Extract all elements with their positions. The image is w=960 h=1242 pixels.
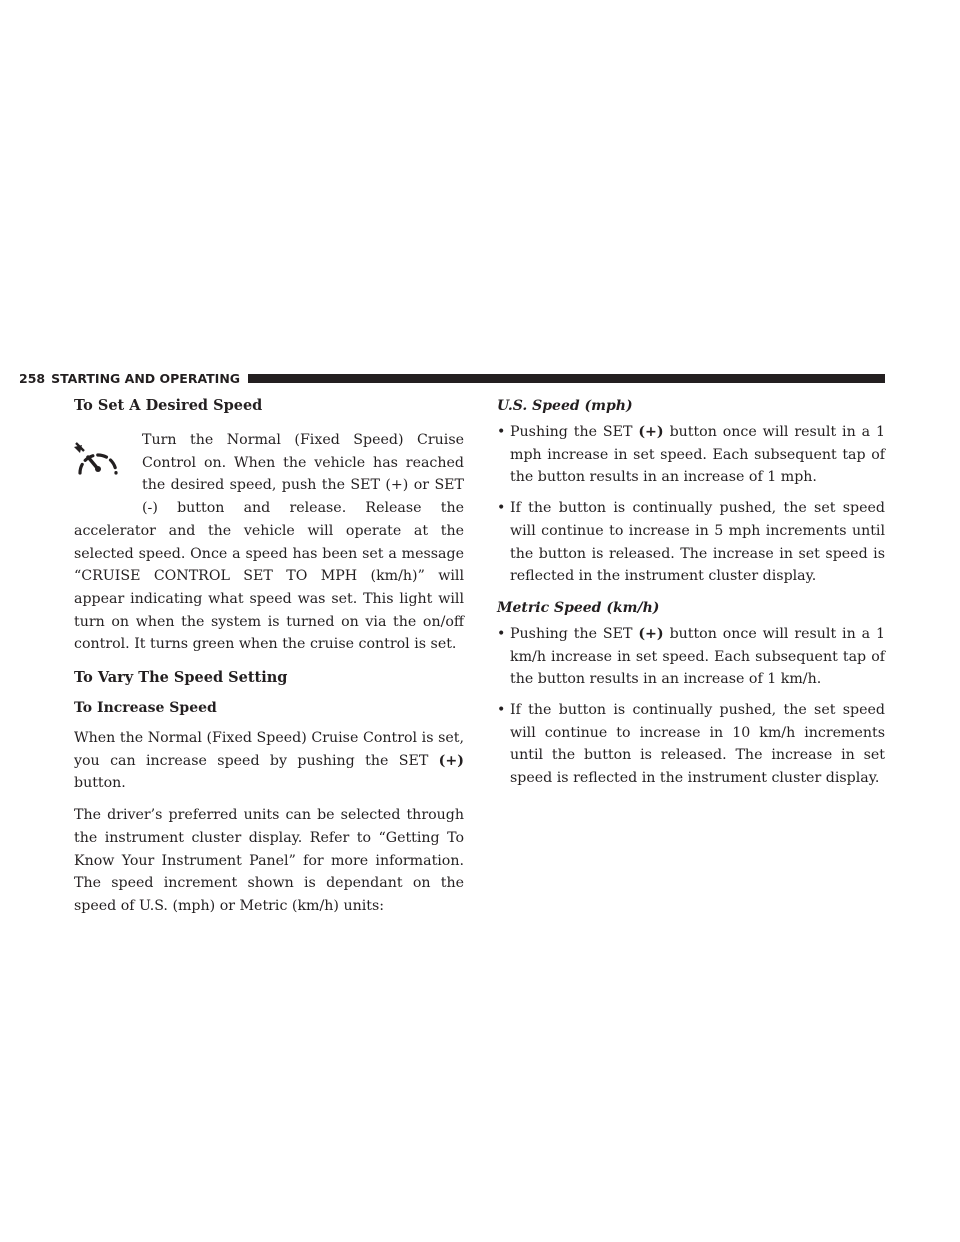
increase-text-b: button. [74,775,126,792]
list-item-text: If the button is continually pushed, the set speed will continue to increase in 5 mph increments until the button is released. The increase in set speed is reflected in the instrument cluster display. [510,500,885,585]
bullet: • [497,500,506,517]
list-item-text: Pushing the SET [510,424,633,440]
list-item [497,497,885,588]
heading-us-speed: U.S. Speed (mph) [497,398,633,414]
speedometer-icon [72,439,124,483]
list-item [497,699,885,790]
list-item [497,421,885,489]
set-speed-paragraph: Turn the Normal (Fixed Speed) Cruise Control on. When the vehicle has reached the desired speed, push the SET (+) or SET (-) button and release. Release the accelerator and the vehicle will operate at the selected speed. Once a speed has been set a message “CRUISE CONTROL SET TO MPH (km/h)” will appear indicating what speed was set. This light will turn on when the system is turned on via the on/off control. It turns green when the cruise control is set. [74,432,464,653]
bullet: • [497,625,506,642]
page-header [19,369,885,387]
list-item-text: button once will result in a 1 km/h increase in set speed. Each subsequent tap of the button results in an increase of 1 km/h. [510,625,886,688]
list-item-text: If the button is continually pushed, the set speed will continue to increase in 10 km/h increments until the button is released. The increase in set speed is reflected in the instrument cluster display. [510,702,885,787]
metric-speed-list [497,623,885,790]
set-plus-label: (+) [638,625,664,642]
bullet: • [497,424,506,440]
increase-speed-paragraph [74,727,464,795]
section-title: STARTING AND OPERATING [51,370,241,386]
set-plus-label: (+) [638,424,664,440]
set-plus-label: (+) [438,752,464,769]
heading-set-desired-speed: To Set A Desired Speed [74,397,263,414]
list-item-text: button once will result in a 1 mph increase in set speed. Each subsequent tap of the button results in an increase of 1 mph. [510,424,886,486]
header-rule [248,374,885,383]
cruise-control-icon [72,431,136,515]
right-column [497,395,885,790]
us-speed-list [497,421,885,588]
heading-metric-speed: Metric Speed (km/h) [497,599,660,616]
increase-text-a: When the Normal (Fixed Speed) Cruise Control is set, you can increase speed by pushing the SET [74,730,464,769]
bullet: • [497,702,506,719]
left-column [74,395,464,918]
units-paragraph: The driver’s preferred units can be selected through the instrument cluster display. Refer to “Getting To Know Your Instrument Panel” for more information. The speed increment shown is dependant on the speed of U.S. (mph) or Metric (km/h) units: [74,807,464,914]
heading-increase-speed: To Increase Speed [74,700,217,717]
heading-vary-speed: To Vary The Speed Setting [74,669,288,687]
page-number: 258 [19,370,46,386]
list-item-text: Pushing the SET [510,625,633,642]
list-item [497,623,885,691]
